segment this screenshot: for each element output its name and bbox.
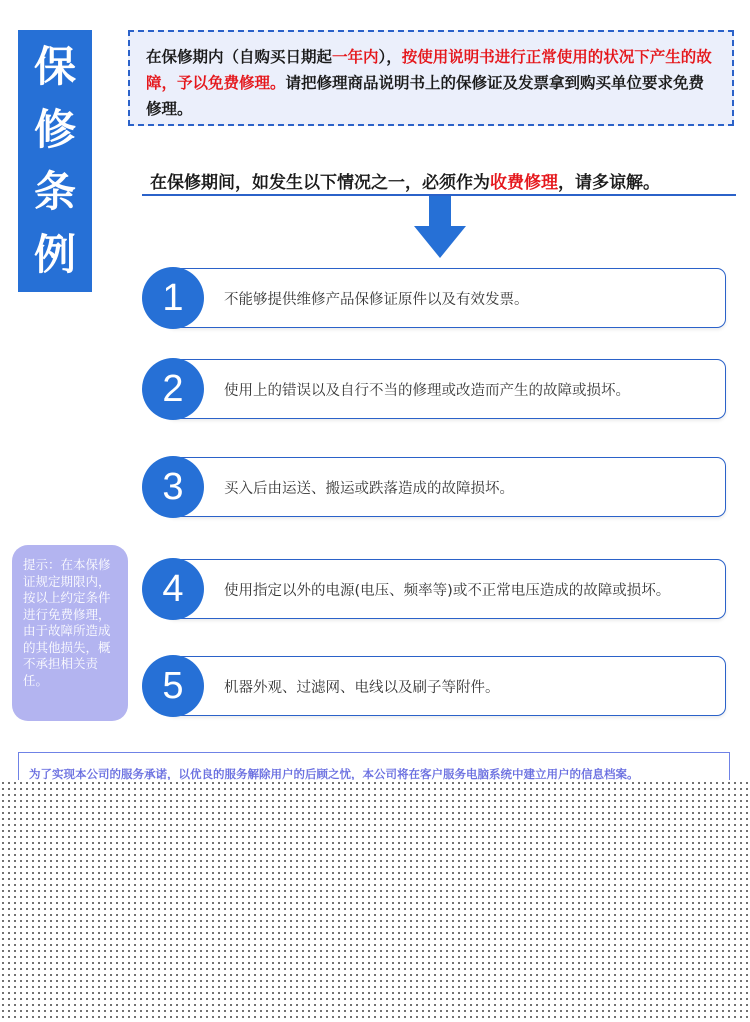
page-title-char-2: 修 — [33, 104, 76, 154]
condition-number-badge: 1 — [142, 267, 204, 329]
tip-box — [12, 545, 128, 721]
tip-text: 提示：在本保修证规定期限内，按以上约定条件进行免费修理，由于故障所造成的其他损失，概不承担相关责任。 — [23, 557, 111, 688]
condition-item-5 — [142, 656, 726, 716]
page-title-char-1: 保 — [33, 42, 76, 92]
notice-text-3: 请把修理商品说明书上的保修证及发票拿到购买单位要求免费修理。 — [146, 74, 705, 118]
notice-highlight-free-repair: 按使用说明书进行正常使用的状况下产生的故障，予以免费修理。 — [146, 48, 712, 92]
lead-prefix: 在保修期间，如发生以下情况之一，必须作为 — [150, 173, 490, 193]
condition-text: 买入后由运送、搬运或跌落造成的故障损坏。 — [224, 480, 514, 497]
notice-text-1: 在保修期内（自购买日期起 — [146, 48, 333, 66]
notice-highlight-period: 一年内 — [332, 48, 379, 66]
condition-text: 使用指定以外的电源(电压、频率等)或不正常电压造成的故障或损坏。 — [224, 582, 671, 599]
lead-highlight: 收费修理 — [490, 173, 558, 193]
condition-item-2 — [142, 359, 726, 419]
service-commitment-banner — [18, 752, 730, 780]
page-title-block — [18, 30, 92, 292]
condition-text: 不能够提供维修产品保修证原件以及有效发票。 — [224, 291, 529, 308]
condition-number-badge: 3 — [142, 456, 204, 518]
page-title-char-3: 条 — [33, 167, 76, 217]
warranty-notice — [128, 30, 734, 126]
paid-repair-heading — [150, 168, 660, 193]
service-commitment-text: 为了实现本公司的服务承诺，以优良的服务解除用户的后顾之忧，本公司将在客户服务电脑系统中建立用户的信息档案。 — [29, 767, 639, 780]
condition-item-3 — [142, 457, 726, 517]
condition-number-badge: 5 — [142, 655, 204, 717]
lead-suffix: ，请多谅解。 — [558, 173, 660, 193]
condition-text: 机器外观、过滤网、电线以及刷子等附件。 — [224, 679, 500, 696]
down-arrow-icon — [414, 196, 466, 258]
dotted-placeholder-area — [0, 780, 750, 1022]
condition-text: 使用上的错误以及自行不当的修理或改造而产生的故障或损坏。 — [224, 382, 630, 399]
page-title-char-4: 例 — [33, 229, 76, 279]
condition-item-1 — [142, 268, 726, 328]
condition-item-4 — [142, 559, 726, 619]
condition-number-badge: 2 — [142, 358, 204, 420]
condition-number-badge: 4 — [142, 558, 204, 620]
notice-text-2: ）， — [378, 48, 402, 66]
